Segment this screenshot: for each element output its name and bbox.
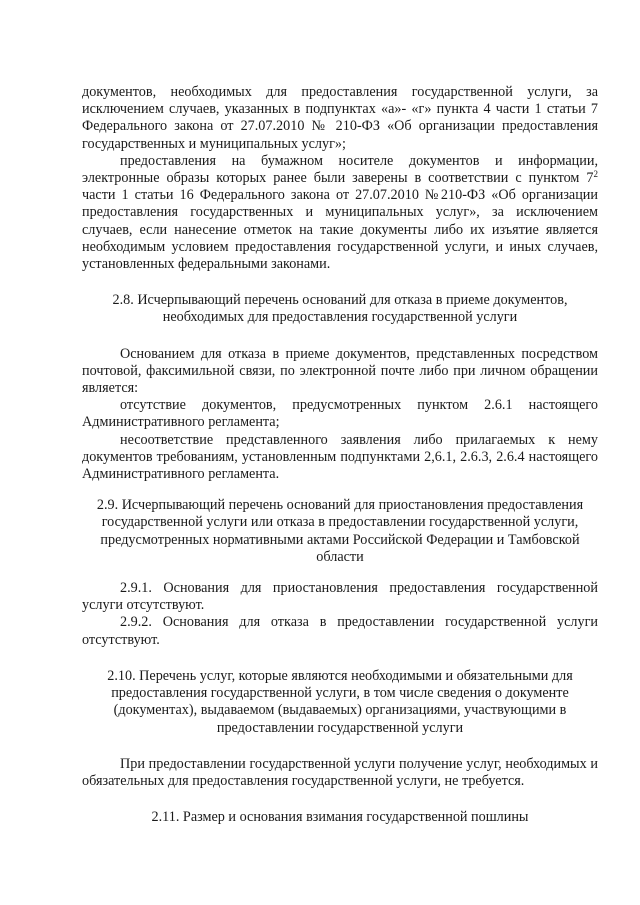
spacer (82, 273, 598, 292)
paragraph: документов, необходимых для предоставления государственной услуги, за исключением случаев, указанных в подпунктах «а»- «г» пункта 4 части 1 статьи 7 Федерального закона от 27.07.2010 № 210-ФЗ «Об организации предоставления государственных и муниципальных услуг»; (82, 84, 598, 152)
section-heading: 2.9. Исчерпывающий перечень оснований для приостановления предоставления государственной услуги или отказа в предоставлении государственной услуги, предусмотренных нормативными актами Российской Федерации и Тамбовской области (96, 497, 584, 565)
spacer (82, 566, 598, 580)
paragraph: 2.9.2. Основания для отказа в предоставлении государственной услуги отсутствуют. (82, 614, 598, 648)
paragraph: отсутствие документов, предусмотренных пунктом 2.6.1 настоящего Административного регламента; (82, 397, 598, 431)
document-body (82, 84, 598, 826)
section-heading: 2.11. Размер и основания взимания государственной пошлины (151, 809, 529, 826)
paragraph-text: части 1 статьи 16 Федерального закона от 27.07.2010 №210-ФЗ «Об организации предоставления государственных и муниципальных услуг», за исключением случаев, если нанесение отметок на такие документы либо их изъятие является необходимым условием предоставления государственной услуги, и иных случаев, установленных федеральными законами. (82, 187, 598, 273)
section-heading: 2.8. Исчерпывающий перечень оснований для отказа в приеме документов, необходимых для предоставления государственной услуги (112, 292, 568, 326)
superscript: 2 (593, 169, 598, 180)
paragraph-text: предоставления на бумажном носителе документов и информации, электронные образы которых ранее были заверены в соответствии с пунктом 7 (82, 152, 598, 187)
paragraph: несоответствие представленного заявления либо прилагаемых к нему документов требованиям, установленным подпунктами 2,6.1, 2.6.3, 2.6.4 настоящего Административного регламента. (82, 431, 598, 483)
spacer (82, 737, 598, 756)
paragraph: Основанием для отказа в приеме документов, представленных посредством почтовой, факсимильной связи, по электронной почте либо при личном обращении является: (82, 345, 598, 397)
paragraph: При предоставлении государственной услуги получение услуг, необходимых и обязательных для предоставления государственной услуги, не требуется. (82, 755, 598, 789)
spacer (82, 327, 598, 346)
spacer (82, 483, 598, 497)
section-heading: 2.10. Перечень услуг, которые являются необходимыми и обязательными для предоставления государственной услуги, в том числе сведения о документе (документах), выдаваемом (выдаваемых) организациями, участвующими в предоставлении государственной услуги (107, 667, 573, 736)
paragraph: 2.9.1. Основания для приостановления предоставления государственной услуги отсутствуют. (82, 580, 598, 614)
spacer (82, 649, 598, 668)
spacer (82, 790, 598, 809)
paragraph (82, 153, 598, 273)
